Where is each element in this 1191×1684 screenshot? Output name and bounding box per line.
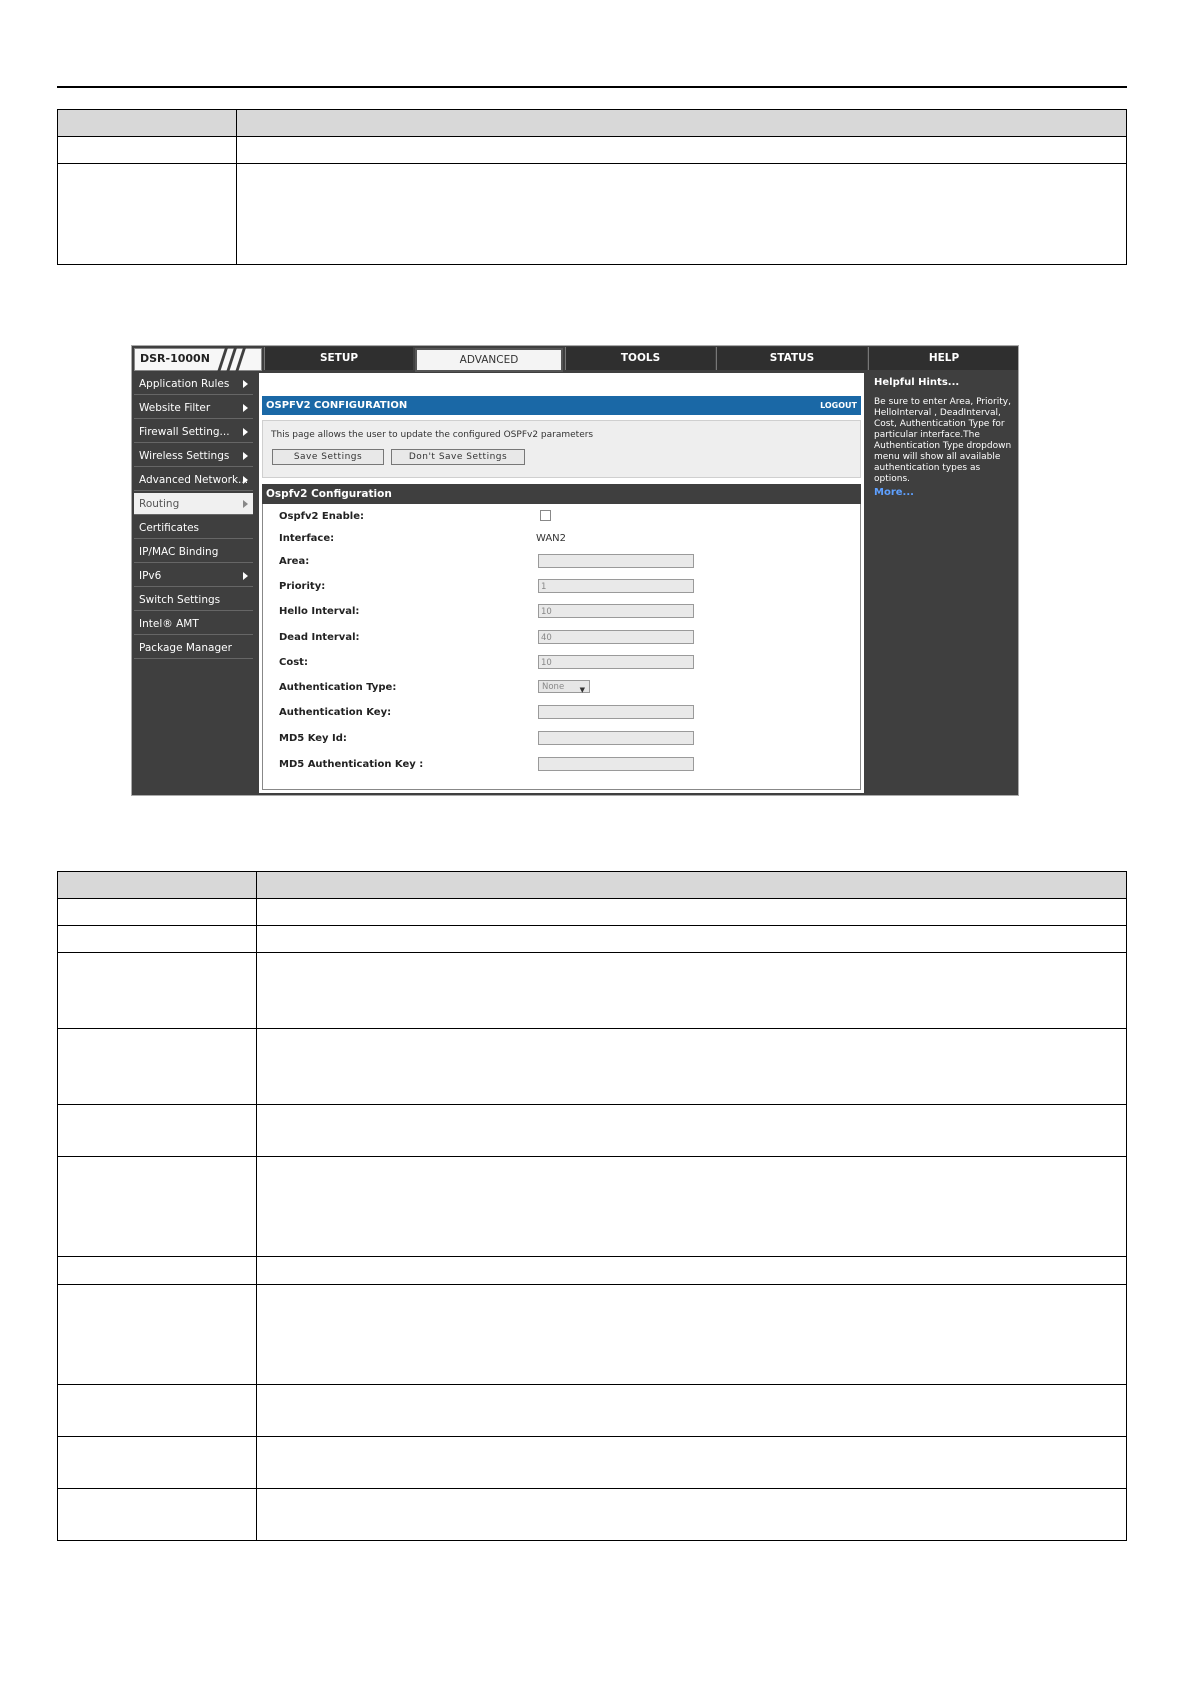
bottom-table-header-1 [58, 872, 257, 899]
md5-key-id-label: MD5 Key Id: [279, 733, 347, 744]
chevron-right-icon [243, 452, 248, 460]
sidebar-item-label: Routing [139, 498, 180, 510]
md5-key-id-row [263, 729, 860, 751]
sidebar-item-wireless-settings[interactable] [134, 445, 253, 467]
table-cell [257, 1157, 1127, 1257]
hello-interval-label: Hello Interval: [279, 606, 360, 617]
logo-text: DSR-1000N [140, 352, 210, 365]
bottom-table [57, 871, 1127, 1541]
table-cell [58, 1437, 257, 1489]
top-table-header-2 [237, 110, 1127, 137]
table-cell [257, 953, 1127, 1029]
table-cell [257, 1029, 1127, 1105]
sidebar-item-label: Advanced Network... [139, 474, 249, 486]
panel-header [262, 396, 861, 415]
chevron-right-icon [243, 380, 248, 388]
chevron-right-icon [243, 404, 248, 412]
interface-row [263, 529, 860, 551]
sidebar-item-label: Certificates [139, 522, 200, 534]
sidebar [134, 373, 253, 661]
page-header-rule [57, 86, 1127, 88]
sidebar-item-switch-settings[interactable] [134, 589, 253, 611]
dead-interval-label: Dead Interval: [279, 632, 360, 643]
table-cell [58, 926, 257, 953]
table-cell [58, 1385, 257, 1437]
md5-authentication-key-row [263, 755, 860, 777]
table-cell [58, 164, 237, 265]
router-screenshot [131, 345, 1019, 796]
cost-input[interactable]: 10 [538, 655, 694, 669]
area-input[interactable] [538, 554, 694, 568]
sidebar-item-label: Application Rules [139, 378, 230, 390]
tab-setup[interactable]: SETUP [264, 347, 413, 370]
md5-authentication-key-label: MD5 Authentication Key : [279, 759, 424, 770]
config-section-header [262, 484, 861, 504]
authentication-type-select[interactable] [538, 680, 590, 693]
top-table [57, 109, 1127, 265]
table-cell [257, 899, 1127, 926]
config-form [262, 504, 861, 790]
priority-input[interactable]: 1 [538, 579, 694, 593]
tab-advanced[interactable]: ADVANCED [415, 348, 563, 372]
chevron-right-icon [243, 428, 248, 436]
table-cell [58, 1285, 257, 1385]
md5-authentication-key-input[interactable] [538, 757, 694, 771]
sidebar-item-certificates[interactable] [134, 517, 253, 539]
sidebar-item-application-rules[interactable] [134, 373, 253, 395]
sidebar-item-label: IP/MAC Binding [139, 546, 219, 558]
sidebar-item-intel-amt[interactable] [134, 613, 253, 635]
intro-box [262, 420, 861, 478]
authentication-key-input[interactable] [538, 705, 694, 719]
bottom-table-header-2 [257, 872, 1127, 899]
ospfv2-enable-row [263, 507, 860, 529]
table-cell [58, 1157, 257, 1257]
sidebar-item-firewall-settings[interactable] [134, 421, 253, 443]
interface-value: WAN2 [536, 533, 567, 544]
panel-title: OSPFV2 CONFIGURATION [266, 400, 408, 411]
page-description: This page allows the user to update the configured OSPFv2 parameters [271, 430, 594, 440]
dead-interval-row [263, 628, 860, 650]
sidebar-item-label: Switch Settings [139, 594, 221, 606]
table-cell [257, 1105, 1127, 1157]
chevron-right-icon [243, 572, 248, 580]
save-settings-button[interactable]: Save Settings [272, 449, 384, 465]
area-label: Area: [279, 556, 310, 567]
config-section-title: Ospfv2 Configuration [266, 488, 392, 500]
ospfv2-enable-label: Ospfv2 Enable: [279, 511, 364, 522]
sidebar-item-label: Firewall Setting... [139, 426, 230, 438]
authentication-key-row [263, 703, 860, 725]
cost-row [263, 653, 860, 675]
table-cell [257, 1257, 1127, 1285]
help-text: Be sure to enter Area, Priority, HelloInterval , DeadInterval, Cost, Authentication Type for particular interface.The Authentication Type dropdown menu will show all available authentication types as options. [874, 397, 1012, 484]
table-cell [58, 1105, 257, 1157]
table-cell [257, 1489, 1127, 1541]
sidebar-item-website-filter[interactable] [134, 397, 253, 419]
authentication-type-label: Authentication Type: [279, 682, 397, 693]
dropdown-arrow-icon: ▼ [579, 686, 585, 694]
table-cell [257, 1285, 1127, 1385]
authentication-type-value: None [542, 682, 565, 692]
table-cell [58, 1489, 257, 1541]
priority-label: Priority: [279, 581, 326, 592]
hello-interval-row [263, 602, 860, 624]
dont-save-settings-button[interactable]: Don't Save Settings [391, 449, 525, 465]
sidebar-item-label: Website Filter [139, 402, 211, 414]
sidebar-item-label: Wireless Settings [139, 450, 230, 462]
sidebar-item-label: Intel® AMT [139, 618, 199, 630]
sidebar-item-ip-mac-binding[interactable] [134, 541, 253, 563]
table-cell [237, 137, 1127, 164]
logo [134, 348, 262, 371]
tab-status[interactable]: STATUS [716, 347, 867, 370]
hello-interval-input[interactable]: 10 [538, 604, 694, 618]
authentication-type-row [263, 678, 860, 700]
table-cell [58, 1257, 257, 1285]
chevron-right-icon [243, 476, 248, 484]
help-more-link[interactable]: More... [874, 487, 914, 498]
authentication-key-label: Authentication Key: [279, 707, 392, 718]
top-navigation [132, 346, 1018, 371]
dead-interval-input[interactable]: 40 [538, 630, 694, 644]
table-cell [58, 953, 257, 1029]
sidebar-item-label: Package Manager [139, 642, 232, 654]
tab-help[interactable]: HELP [868, 347, 1019, 370]
interface-label: Interface: [279, 533, 335, 544]
tab-tools[interactable]: TOOLS [565, 347, 715, 370]
sidebar-item-advanced-network[interactable] [134, 469, 253, 491]
md5-key-id-input[interactable] [538, 731, 694, 745]
chevron-right-icon [243, 500, 248, 508]
main-content [259, 373, 864, 793]
area-row [263, 552, 860, 574]
table-cell [257, 926, 1127, 953]
table-cell [237, 164, 1127, 265]
table-cell [58, 899, 257, 926]
help-title: Helpful Hints... [874, 377, 960, 388]
sidebar-item-routing[interactable] [134, 493, 253, 515]
table-cell [58, 1029, 257, 1105]
table-cell [257, 1437, 1127, 1489]
logo-slash [235, 347, 246, 373]
table-cell [257, 1385, 1127, 1437]
table-cell [58, 137, 237, 164]
sidebar-item-ipv6[interactable] [134, 565, 253, 587]
top-table-header-1 [58, 110, 237, 137]
priority-row [263, 577, 860, 599]
logout-link[interactable]: LOGOUT [820, 401, 857, 410]
cost-label: Cost: [279, 657, 308, 668]
sidebar-item-label: IPv6 [139, 570, 162, 582]
sidebar-item-package-manager[interactable] [134, 637, 253, 659]
help-panel [870, 373, 1018, 795]
ospfv2-enable-checkbox[interactable] [540, 510, 551, 521]
